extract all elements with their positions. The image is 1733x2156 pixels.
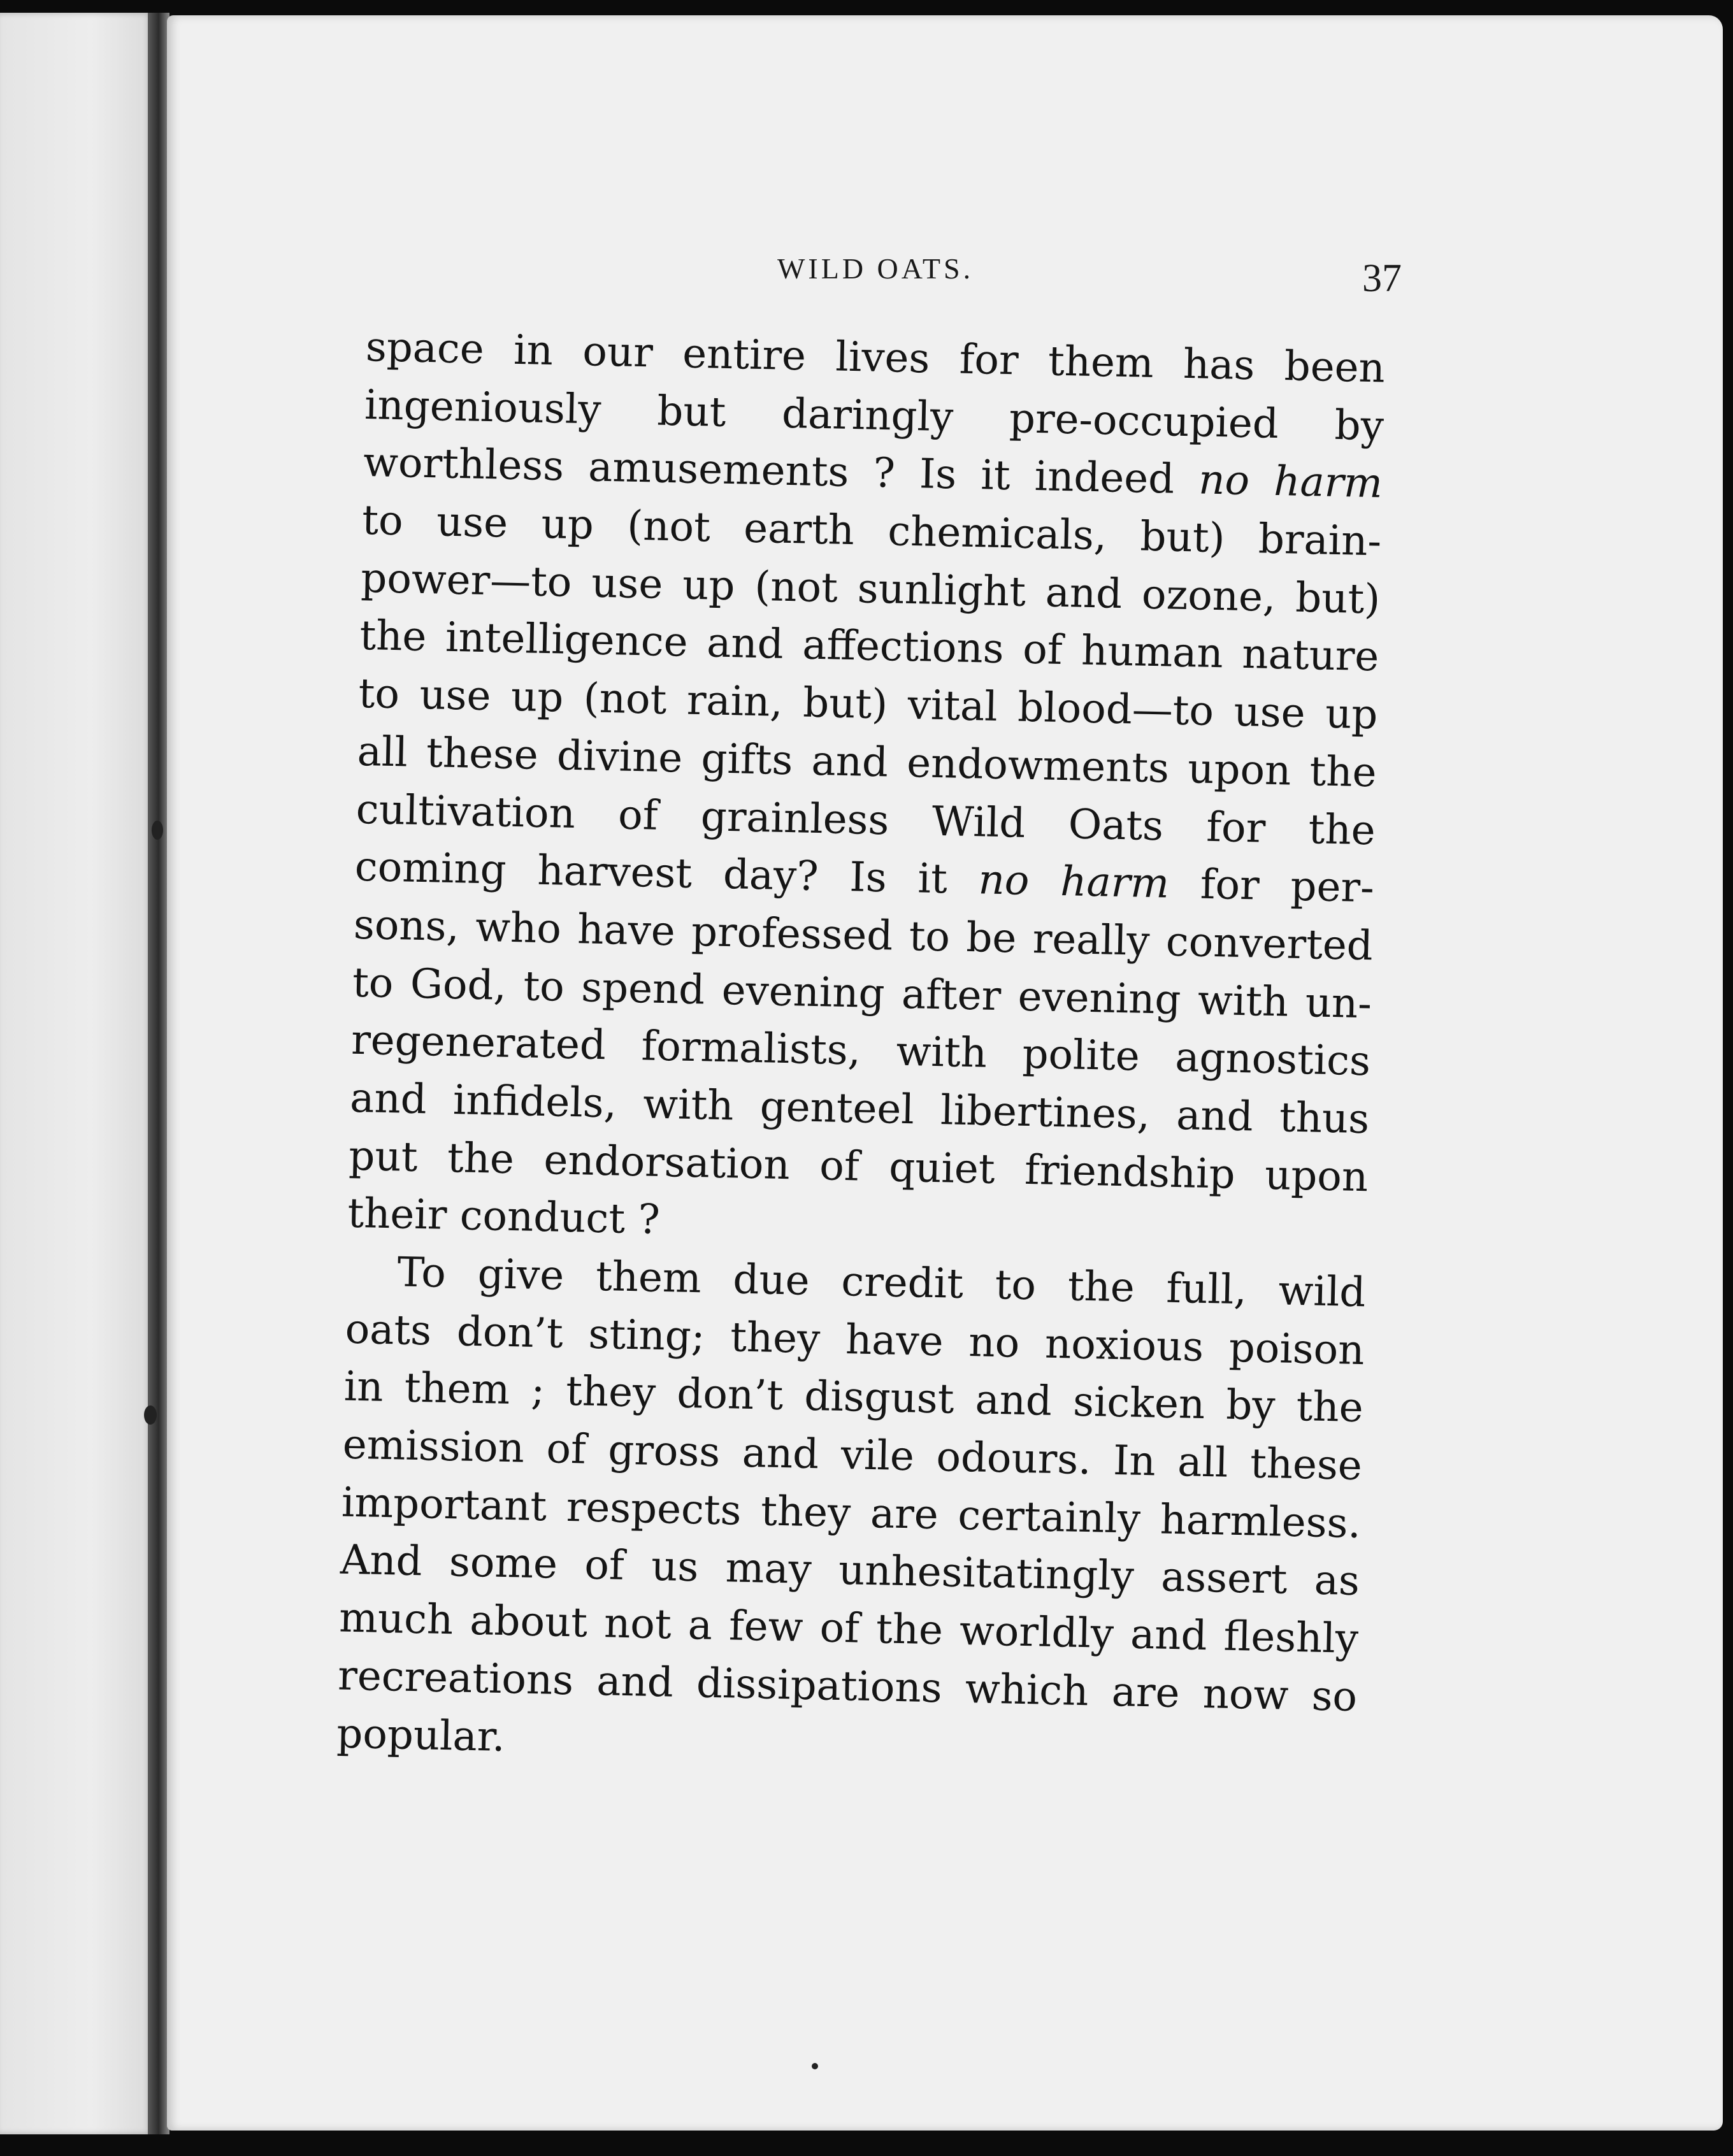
italic-emphasis: no harm xyxy=(1198,456,1383,508)
text-line: space in our entire lives for them has been xyxy=(365,323,1386,392)
text-line-start: worthless amusements ? Is it indeed xyxy=(363,439,1175,503)
italic-emphasis: no harm xyxy=(977,856,1170,908)
text-line: oats don’t sting; they have no noxious poison xyxy=(344,1305,1365,1374)
text-line: their conduct ? xyxy=(347,1190,661,1244)
text-line: recreations and dissipations which are now so xyxy=(337,1652,1358,1721)
text-line: to God, to spend evening after evening with un- xyxy=(352,959,1372,1028)
text-line: sons, who have professed to be really converted xyxy=(353,901,1374,970)
text-line: ingeniously but daringly pre-occupied by xyxy=(364,381,1384,450)
scan-speck xyxy=(144,1405,157,1425)
text-line: to use up (not earth chemicals, but) brain- xyxy=(361,497,1382,566)
text-line: regenerated formalists, with polite agnostics xyxy=(350,1017,1371,1086)
text-line: in them ; they don’t disgust and sicken by the xyxy=(343,1363,1364,1432)
text-line: all these divine gifts and endowments upon the xyxy=(356,728,1377,797)
scan-speck xyxy=(812,2063,818,2069)
text-line: cultivation of grainless Wild Oats for the xyxy=(356,786,1376,854)
text-line-start: coming harvest day? Is it xyxy=(354,844,948,903)
scan-speck xyxy=(152,821,163,840)
text-line: To give them due credit to the full, wild xyxy=(396,1249,1367,1317)
text-line: the intelligence and affections of human nature xyxy=(359,612,1379,681)
text-line: much about not a few of the worldly and fleshly xyxy=(338,1594,1359,1664)
page-number: 37 xyxy=(1362,257,1402,300)
facing-page-edge xyxy=(0,13,153,2134)
text-line: and infidels, with genteel libertines, and thus xyxy=(349,1074,1370,1144)
text-line: emission of gross and vile odours. In all these xyxy=(342,1421,1363,1490)
body-text xyxy=(336,319,1386,1784)
text-line-end: for per- xyxy=(1200,861,1375,912)
running-head: WILD OATS. xyxy=(777,252,974,285)
text-line: power—to use up (not sunlight and ozone, but) xyxy=(360,554,1381,624)
text-line: to use up (not rain, but) vital blood—to use up xyxy=(357,670,1379,739)
text-line: important respects they are certainly harmless. xyxy=(341,1479,1362,1548)
book-gutter xyxy=(148,13,169,2134)
text-line: popular. xyxy=(336,1710,506,1761)
text-line: And some of us may unhesitatingly assert as xyxy=(340,1537,1360,1606)
text-line: put the endorsation of quiet friendship upon xyxy=(348,1132,1369,1201)
